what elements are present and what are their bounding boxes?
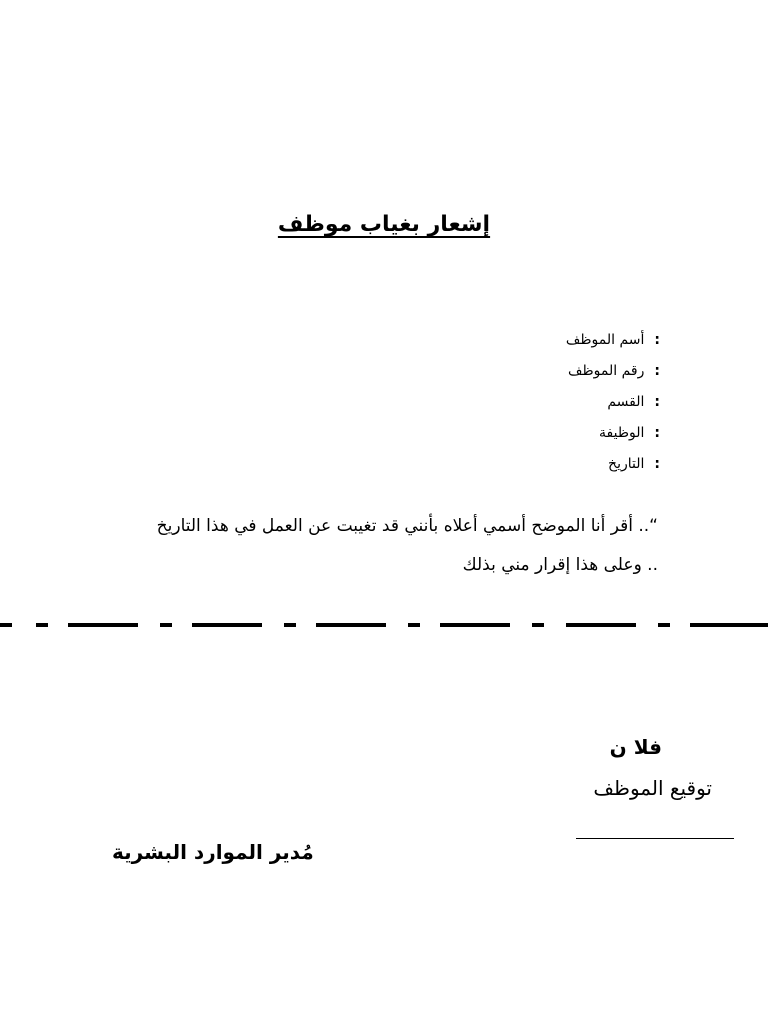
field-label: رقم الموظف (568, 363, 645, 379)
field-label: التاريخ (608, 456, 645, 472)
field-employee-name (400, 332, 660, 348)
field-colon: : (654, 394, 660, 410)
field-department (400, 394, 660, 410)
field-label: القسم (607, 394, 645, 410)
field-label: الوظيفة (599, 425, 645, 441)
employee-name-signature: فلا ن (609, 735, 662, 759)
field-colon: : (654, 425, 660, 441)
field-job-title (400, 425, 660, 441)
field-employee-number (400, 363, 660, 379)
dashed-separator (0, 622, 768, 628)
field-colon: : (654, 332, 660, 348)
field-date (400, 456, 660, 472)
field-colon: : (654, 363, 660, 379)
signature-line (576, 838, 734, 839)
field-colon: : (654, 456, 660, 472)
document-title: إشعار بغياب موظف (277, 212, 491, 237)
employee-signature-label: توقيع الموظف (593, 776, 712, 800)
field-label: أسم الموظف (565, 332, 645, 348)
hr-manager-label: مُدير الموارد البشرية (112, 840, 314, 864)
declaration-line-1: “.. أقر أنا الموضح أسمي أعلاه بأنني قد تغيبت عن العمل في هذا التاريخ (156, 516, 658, 536)
declaration-line-2: .. وعلى هذا إقرار مني بذلك (462, 555, 658, 575)
